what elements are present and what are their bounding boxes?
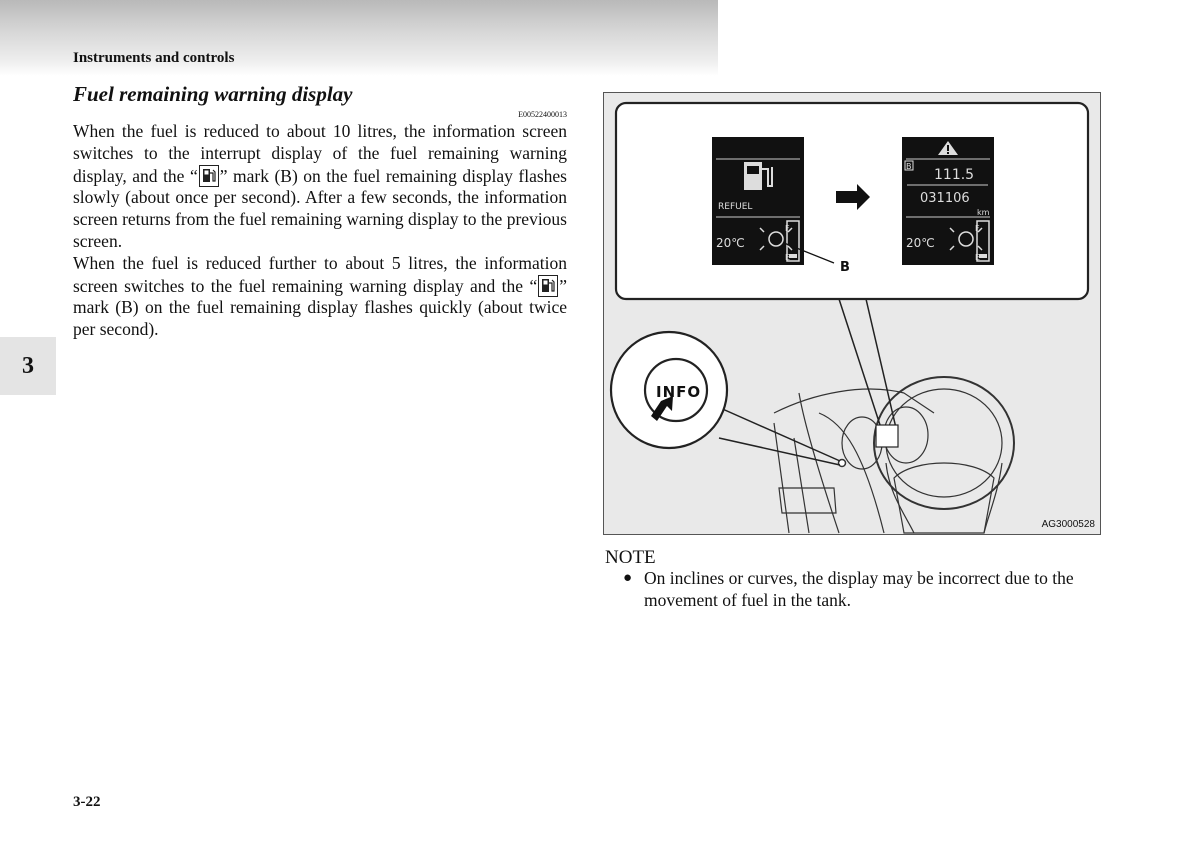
info-button-label: INFO xyxy=(656,383,702,401)
paragraph-2-part-a: When the fuel is reduced further to about 5 litres, the information screen switches to the fuel remaining warning display and the “ xyxy=(73,252,567,296)
callout-label-b: B xyxy=(840,260,850,275)
paragraph-1-part-b: ” mark (B) on the fuel remaining display flashes slowly (about once per second). After a few seconds, the information screen returns from the fuel remaining warning display to the previous screen. xyxy=(73,165,567,251)
fuel-pump-icon xyxy=(199,165,219,187)
figure-code: AG3000528 xyxy=(1041,519,1095,530)
note-title: NOTE xyxy=(605,547,656,568)
fuel-pump-icon xyxy=(538,275,558,297)
bullet-icon: ● xyxy=(623,570,633,586)
page-number: 3-22 xyxy=(73,794,101,810)
note-item xyxy=(623,568,1103,612)
lcd-right-fuel-empty: E xyxy=(975,253,981,262)
figure-illustration xyxy=(604,93,1101,535)
callout-line-right xyxy=(866,299,896,428)
chapter-tab: 3 xyxy=(0,337,56,395)
lcd-right-temp: 20℃ xyxy=(906,236,935,250)
lcd-left-fuel-empty: E xyxy=(785,253,791,262)
display-highlight xyxy=(876,425,898,447)
paragraph-1-part-a: When the fuel is reduced to about 10 litres, the information screen switches to the interrupt display of the fuel remaining warning display, and the “ xyxy=(73,121,567,186)
paragraph-2-part-b: ” mark (B) on the fuel remaining display flashes quickly (about twice per second). xyxy=(73,275,567,340)
magnifier-line-top xyxy=(709,403,840,461)
lcd-right-fuel-full: F xyxy=(975,224,980,233)
lcd-trip-value: 111.5 xyxy=(934,167,975,183)
paragraph-2 xyxy=(73,253,567,341)
callout-line-left xyxy=(839,299,881,428)
lcd-unit: km xyxy=(977,208,990,217)
paragraph-1 xyxy=(73,121,567,253)
lcd-odometer-value: 031106 xyxy=(920,191,970,206)
body-text xyxy=(73,121,567,341)
lcd-refuel-label: REFUEL xyxy=(718,202,753,212)
lcd-left-temp: 20℃ xyxy=(716,236,745,250)
note-text: On inclines or curves, the display may be incorrect due to the movement of fuel in the tank. xyxy=(644,568,1074,610)
page-heading: Fuel remaining warning display xyxy=(73,82,353,106)
lcd-trip-badge: B xyxy=(906,162,912,171)
reference-code: E00522400013 xyxy=(518,110,567,119)
instrument-figure xyxy=(603,92,1101,535)
lcd-left-fuel-full: F xyxy=(785,224,790,233)
section-title: Instruments and controls xyxy=(73,50,235,66)
dashboard-sketch xyxy=(774,377,1014,533)
